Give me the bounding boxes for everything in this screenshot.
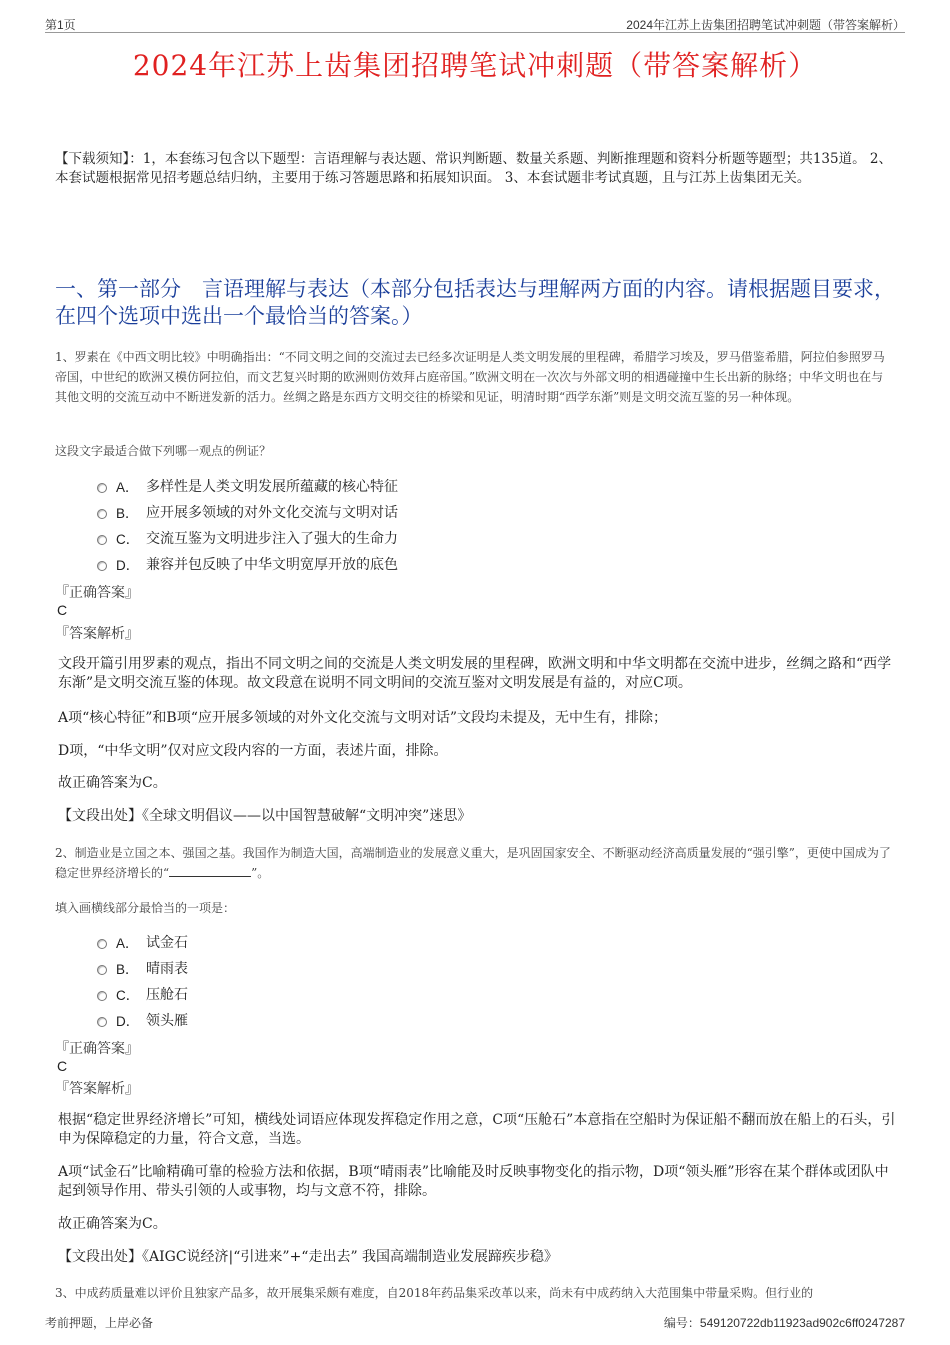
analysis-label: 『答案解析』 xyxy=(55,1081,139,1097)
question-1-analysis-2: A项“核心特征”和B项“应开展多领域的对外文化交流与文明对话”文段均未提及，无中生有，排除； xyxy=(58,710,668,726)
question-2-text: 2、制造业是立国之本、强国之基。我国作为制造大国，高端制造业的发展意义重大，是巩固国家安全、不断驱动经济高质量发展的“强引擎”，更使中国成为了稳定世界经济增长的“ ”。 xyxy=(55,846,891,880)
question-2-prompt: 填入画横线部分最恰当的一项是： xyxy=(55,901,236,915)
radio-button-icon[interactable] xyxy=(97,1017,107,1027)
question-2-answer: C xyxy=(57,1058,68,1074)
header-doc-name: 2024年江苏上齿集团招聘笔试冲刺题（带答案解析） xyxy=(626,18,905,32)
radio-button-icon[interactable] xyxy=(97,535,107,545)
radio-button-icon[interactable] xyxy=(97,483,107,493)
footer-slogan: 考前押题，上岸必备 xyxy=(45,1316,154,1330)
radio-button-icon[interactable] xyxy=(97,965,107,975)
footer-serial: 编号：549120722db11923ad902c6ff0247287 xyxy=(663,1316,905,1330)
question-2-option-b[interactable]: B． 晴雨表 xyxy=(97,955,597,981)
question-1-analysis-3: D项，“中华文明”仅对应文段内容的一方面，表述片面，排除。 xyxy=(58,743,448,759)
question-1-options xyxy=(97,473,597,577)
radio-button-icon[interactable] xyxy=(97,509,107,519)
radio-button-icon[interactable] xyxy=(97,991,107,1001)
question-3-text: 3、中成药质量难以评价且独家产品多，故开展集采颇有难度，自2018年药品集采改革以来，尚未有中成药纳入大范围集中带量采购。但行业的 xyxy=(55,1286,814,1300)
question-2-analysis-1: 根据“稳定世界经济增长”可知，横线处词语应体现发挥稳定作用之意，C项“压舱石”本意指在空船时为保证船不翻而放在船上的石头，引申为保障稳定的力量，符合文意，当选。 xyxy=(58,1112,896,1147)
fill-in-blank xyxy=(169,864,251,877)
question-1-option-c[interactable]: C． 交流互鉴为文明进步注入了强大的生命力 xyxy=(97,525,597,551)
radio-button-icon[interactable] xyxy=(97,561,107,571)
page-footer xyxy=(45,1312,905,1330)
question-1-prompt: 这段文字最适合做下列哪一观点的例证？ xyxy=(55,444,272,458)
question-1-analysis-4: 故正确答案为C。 xyxy=(58,775,167,791)
question-1-answer: C xyxy=(57,602,68,618)
question-2-analysis-3: 故正确答案为C。 xyxy=(58,1216,167,1232)
question-1-option-d[interactable]: D． 兼容并包反映了中华文明宽厚开放的底色 xyxy=(97,551,597,577)
question-2-options xyxy=(97,929,597,1033)
section-heading: 一、第一部分 言语理解与表达（本部分包括表达与理解两方面的内容。请根据题目要求，在四个选项中选出一个最恰当的答案。） xyxy=(55,277,895,328)
correct-answer-label: 『正确答案』 xyxy=(55,585,139,601)
page-header xyxy=(45,14,905,33)
page-title: 2024年江苏上齿集团招聘笔试冲刺题（带答案解析） xyxy=(132,49,818,82)
question-2-option-d[interactable]: D． 领头雁 xyxy=(97,1007,597,1033)
question-1-option-b[interactable]: B． 应开展多领域的对外文化交流与文明对话 xyxy=(97,499,597,525)
radio-button-icon[interactable] xyxy=(97,939,107,949)
analysis-label: 『答案解析』 xyxy=(55,626,139,642)
question-1-option-a[interactable]: A． 多样性是人类文明发展所蕴藏的核心特征 xyxy=(97,473,597,499)
page-number: 第1页 xyxy=(45,18,76,32)
download-notice: 【下载须知】：1，本套练习包含以下题型：言语理解与表达题、常识判断题、数量关系题、判断推理题和资料分析题等题型；共135道。 2、本套试题根据常见招考题总结归纳，主要用于练习答题思路和拓展知识面。 3、本套试题非考试真题，且与江苏上齿集团无关。 xyxy=(55,151,892,186)
question-2-analysis-2: A项“试金石”比喻精确可靠的检验方法和依据，B项“晴雨表”比喻能及时反映事物变化的指示物，D项“领头雁”形容在某个群体或团队中起到领导作用、带头引领的人或事物，均与文意不符，排除。 xyxy=(58,1164,889,1199)
question-2-option-a[interactable]: A． 试金石 xyxy=(97,929,597,955)
question-2-option-c[interactable]: C． 压舱石 xyxy=(97,981,597,1007)
question-1-source: 【文段出处】《全球文明倡议——以中国智慧破解“文明冲突”迷思》 xyxy=(58,808,472,824)
correct-answer-label: 『正确答案』 xyxy=(55,1041,139,1057)
question-1-text: 1、罗素在《中西文明比较》中明确指出：“不同文明之间的交流过去已经多次证明是人类文明发展的里程碑，希腊学习埃及，罗马借鉴希腊，阿拉伯参照罗马帝国，中世纪的欧洲又模仿阿拉伯，而文艺复兴时期的欧洲则仿效拜占庭帝国。”欧洲文明在一次次与外部文明的相遇碰撞中生长出新的脉络；中华文明也在与其他文明的交流互动中不断迸发新的活力。丝绸之路是东西方文明交往的桥梁和见证，明清时期“西学东渐”则是文明交流互鉴的另一种体现。 xyxy=(55,350,885,404)
question-2-source: 【文段出处】《AIGC说经济|“引进来”+“走出去” 我国高端制造业发展蹄疾步稳》 xyxy=(58,1249,559,1265)
question-1-analysis-1: 文段开篇引用罗素的观点，指出不同文明之间的交流是人类文明发展的里程碑，欧洲文明和中华文明都在交流中进步，丝绸之路和“西学东渐”是文明交流互鉴的体现。故文段意在说明不同文明间的交流互鉴对文明发展是有益的，对应C项。 xyxy=(58,656,892,691)
